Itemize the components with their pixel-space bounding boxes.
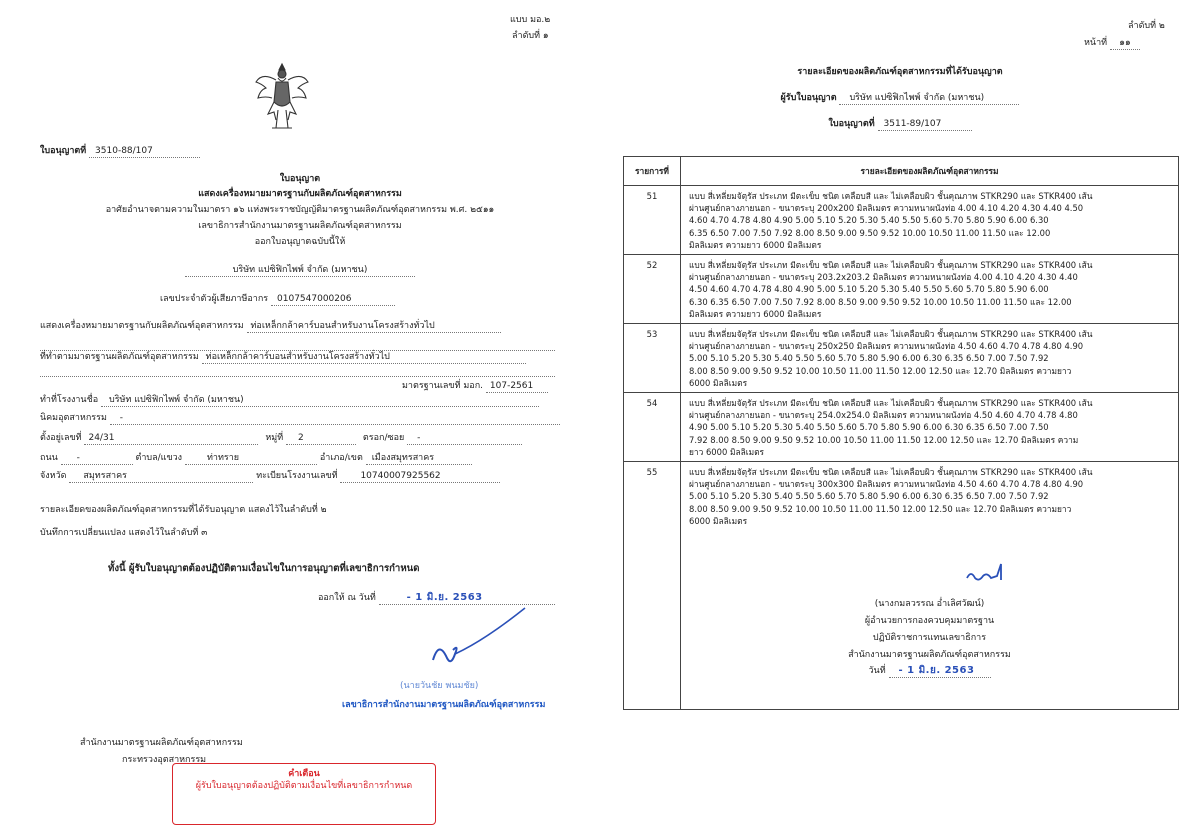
right-date-stamp: - 1 มิ.ย. 2563 — [898, 665, 975, 677]
license-no-value: 3510-88/107 — [89, 145, 200, 158]
license-page — [0, 0, 600, 800]
right-signer-title1: ผู้อำนวยการกองควบคุมมาตรฐาน — [864, 616, 995, 627]
mark-product-value: ท่อเหล็กกล้าคาร์บอนสำหรับงานโครงสร้างทั่วไป — [247, 320, 501, 333]
right-title: รายละเอียดของผลิตภัณฑ์อุตสาหกรรมที่ได้รับอนุญาต — [797, 67, 1003, 77]
industrial-estate: นิคมอุตสาหกรรม - — [40, 412, 560, 425]
issued-date-stamp: - 1 มิ.ย. 2563 — [406, 592, 483, 603]
left-signer-title: เลขาธิการสำนักงานมาตรฐานผลิตภัณฑ์อุตสาหกรรม — [342, 700, 546, 710]
warning-title: คำเตือน — [288, 769, 320, 779]
right-license: ใบอนุญาตที่ 3511-89/107 — [600, 118, 1200, 131]
col-item-header: รายการที่ — [624, 157, 681, 186]
factory-name: ทำที่โรงงานชื่อ บริษัท แปซิฟิกไพพ์ จำกัด (มหาชน) — [40, 394, 539, 407]
right-signer-name: (นางกมลวรรณ อ่ำเลิศวัฒน์) — [874, 599, 985, 610]
product-table — [623, 156, 1179, 710]
tax-id-label: เลขประจำตัวผู้เสียภาษีอากร — [160, 294, 269, 304]
right-signature-block — [681, 598, 1178, 678]
order-label: ลำดับที่ ๑ — [512, 31, 549, 41]
product-detail-page — [600, 0, 1200, 800]
std-product: ที่ทำตามมาตรฐานผลิตภัณฑ์อุตสาหกรรม ท่อเหล็กกล้าคาร์บอนสำหรับงานโครงสร้างทั่วไป — [40, 351, 526, 364]
table-row: 55 แบบ สี่เหลี่ยมจัตุรัส ประเภท มีตะเข็บ ชนิด เคลือบสี และ ไม่เคลือบผิว ชั้นคุณภาพ STKR290 และ STKR400 เส้น ผ่านศูนย์กลางภายนอก - ขนาดระบุ 300x300 มิลลิเมตร ความหนาผนังท่อ 4.50 4.60 4.70 4.78 4.80 4.90 5.00 5.10 5.20 5.30 5.40 5.50 5.60 5.70 5.80 5.90 6.00 6.30 6.35 6.50 7.00 7.50 7.92 8.00 8.50 9.00 9.50 9.52 10.00 10.50 11.00 11.50 12.00 12.50 และ 12.70 มิลลิเมตร ความยาว 6000 มิลลิเมตร (นางกมลวรรณ อ่ำเลิศวัฒน์) ผู้อำนวยการกองควบคุมมาตรฐาน ปฏิบัติราชการแทนเลขาธิการ สำนักงานมาตรฐานผลิตภัณฑ์อุตสาหกรรม วันที่ - 1 มิ.ย. 2563 — [624, 462, 1179, 710]
company-name: บริษัท แปซิฟิกไพพ์ จำกัด (มหาชน) — [0, 264, 600, 277]
address-line3: จังหวัด สมุทรสาคร ทะเบียนโรงงานเลขที่ 10740007925562 — [40, 470, 500, 483]
right-signature-image — [963, 562, 1007, 586]
license-no-label: ใบอนุญาตที่ — [40, 146, 87, 156]
address-line1: ตั้งอยู่เลขที่ 24/31 หมู่ที่ 2 ตรอก/ซอย - — [40, 432, 522, 445]
office-name: สำนักงานมาตรฐานผลิตภัณฑ์อุตสาหกรรม — [80, 738, 243, 748]
mark-product: แสดงเครื่องหมายมาตรฐานกับผลิตภัณฑ์อุตสาหกรรม ท่อเหล็กกล้าคาร์บอนสำหรับงานโครงสร้างทั่วไป — [40, 320, 501, 333]
tax-id — [160, 293, 395, 306]
warning-box — [172, 763, 436, 825]
table-row: 53 แบบ สี่เหลี่ยมจัตุรัส ประเภท มีตะเข็บ ชนิด เคลือบสี และ ไม่เคลือบผิว ชั้นคุณภาพ STKR290 และ STKR400 เส้น ผ่านศูนย์กลางภายนอก - ขนาดระบุ 250x250 มิลลิเมตร ความหนาผนังท่อ 4.50 4.60 4.70 4.78 4.80 4.90 5.00 5.10 5.20 5.30 5.40 5.50 5.60 5.70 5.80 5.90 6.00 6.30 6.35 6.50 7.00 7.50 7.92 8.00 8.50 9.00 9.50 9.52 10.00 10.50 11.00 11.50 12.00 12.50 และ 12.70 มิลลิเมตร ความยาว 6000 มิลลิเมตร — [624, 324, 1179, 393]
title-license: ใบอนุญาต — [279, 174, 321, 184]
title-mark: แสดงเครื่องหมายมาตรฐานกับผลิตภัณฑ์อุตสาหกรรม — [198, 189, 402, 199]
license-number — [40, 145, 200, 158]
ministry-name: กระทรวงอุตสาหกรรม — [122, 755, 207, 765]
std-number: มาตรฐานเลขที่ มอก. 107-2561 — [402, 380, 548, 393]
left-signer-name: (นายวันชัย พนมชัย) — [400, 681, 479, 691]
factory-name-value: บริษัท แปซิฟิกไพพ์ จำกัด (มหาชน) — [101, 394, 539, 407]
right-license-value: 3511-89/107 — [878, 118, 972, 131]
condition-text: ทั้งนี้ ผู้รับใบอนุญาตต้องปฏิบัติตามเงื่อนไขในการอนุญาตที่เลขาธิการกำหนด — [108, 563, 420, 574]
secretary-line: เลขาธิการสำนักงานมาตรฐานผลิตภัณฑ์อุตสาหกรรม — [198, 221, 402, 231]
form-code: แบบ มอ.๒ — [510, 15, 551, 25]
licensee-value: บริษัท แปซิฟิกไพพ์ จำกัด (มหาชน) — [839, 92, 1019, 105]
std-number-value: 107-2561 — [486, 380, 548, 393]
authority-line: อาศัยอำนาจตามความในมาตรา ๑๖ แห่งพระราชบัญญัติมาตรฐานผลิตภัณฑ์อุตสาหกรรม พ.ศ. ๒๕๑๑ — [105, 205, 495, 215]
issued-date: ออกให้ ณ วันที่ - 1 มิ.ย. 2563 — [318, 592, 555, 605]
warning-text: ผู้รับใบอนุญาตต้องปฏิบัติตามเงื่อนไขที่เลขาธิการกำหนด — [195, 781, 413, 791]
table-row: 52 แบบ สี่เหลี่ยมจัตุรัส ประเภท มีตะเข็บ ชนิด เคลือบสี และ ไม่เคลือบผิว ชั้นคุณภาพ STKR290 และ STKR400 เส้น ผ่านศูนย์กลางภายนอก - ขนาดระบุ 203.2x203.2 มิลลิเมตร ความหนาผนังท่อ 4.00 4.10 4.20 4.30 4.40 4.50 4.60 4.70 4.78 4.80 4.90 5.00 5.10 5.20 5.30 5.40 5.50 5.60 5.70 5.80 5.90 6.00 6.30 6.35 6.50 7.00 7.50 7.92 8.00 8.50 9.00 9.50 9.52 10.00 10.50 11.00 11.50 และ 12.00 มิลลิเมตร ความยาว 6000 มิลลิเมตร — [624, 255, 1179, 324]
right-signer-title2: ปฏิบัติราชการแทนเลขาธิการ — [872, 633, 987, 644]
blank-line — [40, 376, 555, 377]
col-detail-header: รายละเอียดของผลิตภัณฑ์อุตสาหกรรม — [681, 157, 1179, 186]
tax-id-value: 0107547000206 — [271, 293, 395, 306]
std-product-value: ท่อเหล็กกล้าคาร์บอนสำหรับงานโครงสร้างทั่วไป — [202, 351, 526, 364]
right-date: วันที่ - 1 มิ.ย. 2563 — [681, 665, 1178, 678]
table-row: 54 แบบ สี่เหลี่ยมจัตุรัส ประเภท มีตะเข็บ ชนิด เคลือบสี และ ไม่เคลือบผิว ชั้นคุณภาพ STKR290 และ STKR400 เส้น ผ่านศูนย์กลางภายนอก - ขนาดระบุ 254.0x254.0 มิลลิเมตร ความหนาผนังท่อ 4.50 4.60 4.70 4.78 4.80 4.90 5.00 5.10 5.20 5.30 5.40 5.50 5.60 5.70 5.80 5.90 6.00 6.30 6.35 6.50 7.00 7.50 7.92 8.00 8.50 9.00 9.50 9.52 10.00 10.50 11.00 11.50 12.00 12.50 และ 12.70 มิลลิเมตร ความ ยาว 6000 มิลลิเมตร — [624, 393, 1179, 462]
garuda-emblem-icon — [252, 58, 312, 132]
address-line2: ถนน - ตำบล/แขวง ท่าทราย อำเภอ/เขต เมืองสมุทรสาคร — [40, 452, 472, 465]
table-row: 51 แบบ สี่เหลี่ยมจัตุรัส ประเภท มีตะเข็บ ชนิด เคลือบสี และ ไม่เคลือบผิว ชั้นคุณภาพ STKR290 และ STKR400 เส้น ผ่านศูนย์กลางภายนอก - ขนาดระบุ 200x200 มิลลิเมตร ความหนาผนังท่อ 4.00 4.10 4.20 4.30 4.40 4.50 4.60 4.70 4.78 4.80 4.90 5.00 5.10 5.20 5.30 5.40 5.50 5.60 5.70 5.80 5.90 6.00 6.30 6.35 6.50 7.00 7.50 7.92 8.00 8.50 9.00 9.50 9.52 10.00 10.50 11.00 11.50 และ 12.00 มิลลิเมตร ความยาว 6000 มิลลิเมตร — [624, 186, 1179, 255]
right-signer-title3: สำนักงานมาตรฐานผลิตภัณฑ์อุตสาหกรรม — [848, 650, 1011, 661]
right-order-label: ลำดับที่ ๒ — [1128, 21, 1165, 31]
issue-line: ออกใบอนุญาตฉบับนี้ให้ — [254, 237, 346, 247]
note-details: รายละเอียดของผลิตภัณฑ์อุตสาหกรรมที่ได้รับอนุญาต แสดงไว้ในลำดับที่ ๒ — [40, 505, 327, 515]
signature-image — [425, 600, 535, 670]
licensee: ผู้รับใบอนุญาต บริษัท แปซิฟิกไพพ์ จำกัด (มหาชน) — [600, 92, 1200, 105]
note-changes: บันทึกการเปลี่ยนแปลง แสดงไว้ในลำดับที่ ๓ — [40, 528, 208, 538]
page-number: หน้าที่ ๑๑ — [1084, 37, 1140, 50]
